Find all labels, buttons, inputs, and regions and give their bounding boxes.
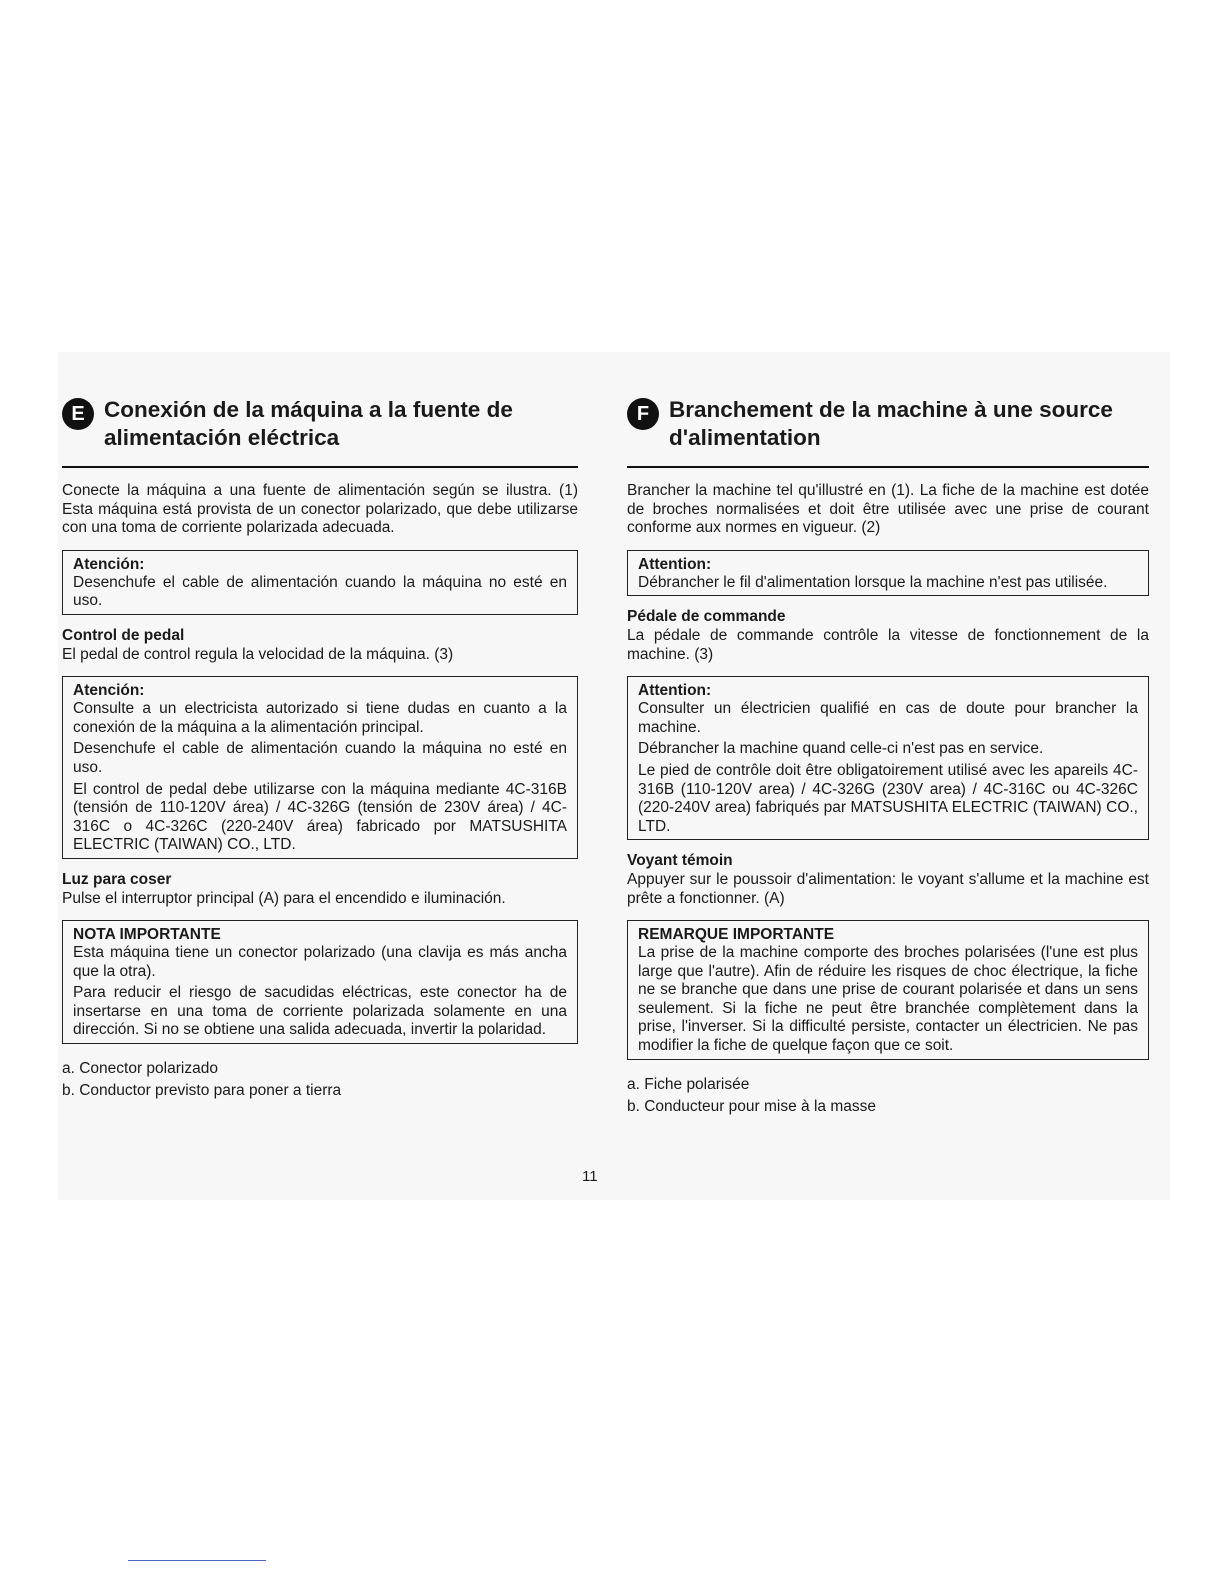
attention-box <box>62 550 578 615</box>
important-text: Para reducir el riesgo de sacudidas eléctricas, este conector ha de insertarse en una toma de corriente polarizada solamente en una dirección. Si no se obtiene una salida adecuada, invertir la polaridad. <box>73 984 567 1039</box>
light-text: Appuyer sur le poussoir d'alimentation: le voyant s'allume et la machine est prête a fonctionner. (A) <box>627 870 1149 907</box>
title-rule <box>62 466 578 468</box>
list-item: b. Conducteur pour mise à la masse <box>627 1097 876 1115</box>
attention-text: Desenchufe el cable de alimentación cuando la máquina no esté en uso. <box>73 573 567 610</box>
section-heading <box>627 396 1149 452</box>
light-text: Pulse el interruptor principal (A) para el encendido e iluminación. <box>62 889 506 907</box>
important-note-box <box>62 920 578 1044</box>
section-title: Branchement de la machine à une source d'alimentation <box>669 397 1113 450</box>
attention-title: Attention: <box>638 682 712 700</box>
list-item: a. Conector polarizado <box>62 1060 218 1078</box>
page-number: 11 <box>582 1168 598 1185</box>
attention-text: Débrancher la machine quand celle-ci n'est pas en service. <box>638 740 1044 758</box>
intro-paragraph: Conecte la máquina a una fuente de alimentación según se ilustra. (1) Esta máquina está provista de un conector polarizado, que debe utilizarse con una toma de corriente polarizada adecuada. <box>62 482 578 537</box>
intro-paragraph: Brancher la machine tel qu'illustré en (1). La fiche de la machine est dotée de broches normalisées et doit être utilisée avec une prise de courant conforme aux normes en vigueur. (2) <box>627 482 1149 537</box>
attention-box-pedal <box>62 676 578 859</box>
important-text: La prise de la machine comporte des broches polarisées (l'une est plus large que l'autre). Afin de réduire les risques de choc électrique, la fiche ne se branche que dans une prise de courant polarisée et dans un sens seulement. Si la fiche ne peut être branchée complètement dans la prise, l'inverser. Si la difficulté persiste, contacter un électricien. Ne pas modifier la fiche de quelque façon que ce soit. <box>638 944 1138 1055</box>
section-heading <box>62 396 578 452</box>
pedal-heading: Control de pedal <box>62 626 185 644</box>
spanish-section <box>62 396 578 1102</box>
list-item: a. Fiche polarisée <box>627 1075 750 1093</box>
attention-box-pedal <box>627 676 1149 840</box>
attention-text: Desenchufe el cable de alimentación cuando la máquina no esté en uso. <box>73 740 567 776</box>
footer-rule <box>128 1560 266 1561</box>
attention-text: Consulte a un electricista autorizado si tiene dudas en cuanto a la conexión de la máquina a la alimentación principal. <box>73 700 567 736</box>
attention-text: Consulter un électricien qualifié en cas de doute pour brancher la machine. <box>638 700 1138 736</box>
important-title: REMARQUE IMPORTANTE <box>638 926 835 944</box>
light-heading: Luz para coser <box>62 870 172 888</box>
legend-list <box>62 1058 578 1102</box>
attention-text: Le pied de contrôle doit être obligatoirement utilisé avec les apareils 4C-316B (110-120V area) / 4C-326G (230V area) / 4C-316C ou 4C-326C (220-240V area) fabriqués par MATSUSHITA ELECTRIC (TAIWAN) CO., LTD. <box>638 761 1138 835</box>
attention-text: El control de pedal debe utilizarse con la máquina mediante 4C-316B (tensión de 110-120V área) / 4C-326G (tensión de 230V área) / 4C-316C o 4C-326C (220-240V área) fabricado por MATSUSHITA ELECTRIC (TAIWAN) CO., LTD. <box>73 780 567 854</box>
important-note-box <box>627 920 1149 1060</box>
attention-title: Atención: <box>73 682 145 700</box>
language-badge-f: F <box>627 398 659 430</box>
attention-text: Débrancher le fil d'alimentation lorsque la machine n'est pas utilisée. <box>638 573 1108 591</box>
light-heading: Voyant témoin <box>627 852 733 870</box>
important-title: NOTA IMPORTANTE <box>73 926 221 944</box>
pedal-text: El pedal de control regula la velocidad de la máquina. (3) <box>62 645 454 663</box>
list-item: b. Conductor previsto para poner a tierra <box>62 1082 342 1100</box>
attention-box <box>627 550 1149 597</box>
pedal-heading: Pédale de commande <box>627 608 786 626</box>
french-section <box>627 396 1149 1118</box>
pedal-text: La pédale de commande contrôle la vitesse de fonctionnement de la machine. (3) <box>627 626 1149 663</box>
language-badge-e: E <box>62 398 94 430</box>
section-title: Conexión de la máquina a la fuente de alimentación eléctrica <box>104 397 513 450</box>
attention-title: Attention: <box>638 555 712 573</box>
title-rule <box>627 466 1149 468</box>
legend-list <box>627 1074 1149 1118</box>
attention-title: Atención: <box>73 555 145 573</box>
important-text: Esta máquina tiene un conector polarizado (una clavija es más ancha que la otra). <box>73 944 567 980</box>
